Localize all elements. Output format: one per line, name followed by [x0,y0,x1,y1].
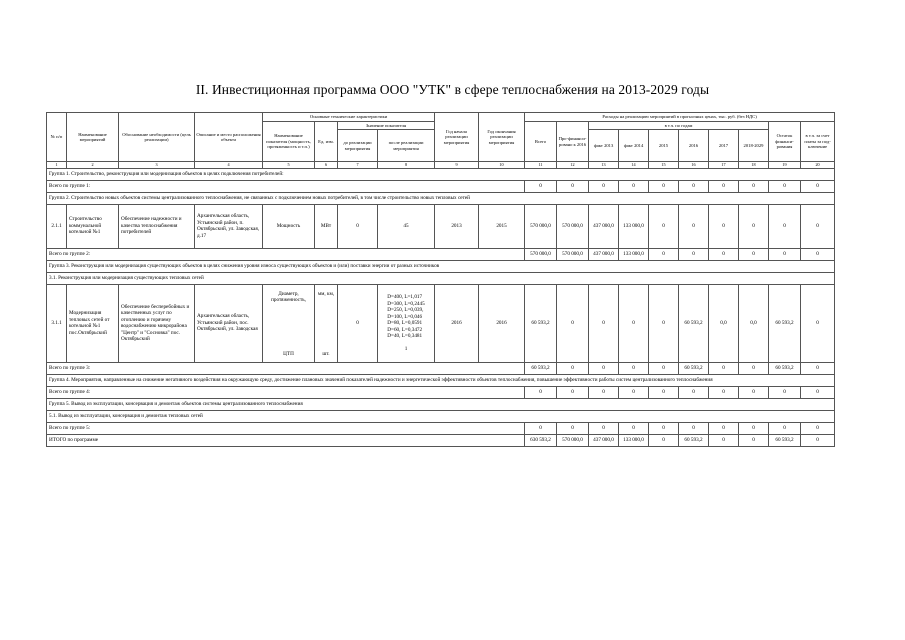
group-5-title: Группа 5. Вывод из эксплуатации, консервация и демонтаж объектов системы централизованного теплоснабжения [47,398,835,410]
group-total-label: Всего по группе 2: [47,248,525,260]
value-cell: 0 [557,284,589,362]
grand-total-row [47,434,835,446]
header-year-2015: 2015 [649,130,679,162]
value-cell: 0 [679,248,709,260]
header-year-2018-2029: 2018-2029 [739,130,769,162]
value-cell: 437 000,0 [589,248,619,260]
value-cell: 0 [649,422,679,434]
col-number: 8 [378,162,435,168]
after-value-line: D=100, L=0,046 [387,313,423,320]
after-value-line: D=250, L=0,039, [387,307,424,314]
row-unit-bottom: шт. [322,351,330,358]
group-2-item-row [47,204,835,248]
value-cell: 0 [739,362,769,374]
value-cell: 60 593,2 [679,434,709,446]
value-cell: 0 [769,422,801,434]
value-cell: 0 [649,434,679,446]
after-value-line: D=40, L=0,3481 [387,333,423,340]
header-year-2017: 2017 [709,130,739,162]
value-cell: 630 593,2 [525,434,557,446]
col-number: 6 [315,162,338,168]
value-cell: 0 [649,180,679,192]
row-unit-top: мм, км, [317,290,335,297]
header-name: Наименование мероприятий [67,113,119,162]
value-cell: 0 [679,204,709,248]
row-year-start: 2013 [435,204,479,248]
row-after: 45 [378,204,435,248]
investment-program-table [46,112,835,447]
col-number: 11 [525,162,557,168]
group-3-subtitle: 3.1. Реконструкция или модернизация существующих тепловых сетей [47,272,835,284]
row-number: 2.1.1 [47,204,67,248]
header-indicator-values: Значение показателя [338,121,435,130]
row-indicator: Мощность [263,204,315,248]
row-indicator-top: Диаметр, протяженность, [271,290,306,304]
col-number: 13 [589,162,619,168]
col-number: 15 [649,162,679,168]
value-cell: 0 [589,386,619,398]
value-cell: 0 [739,434,769,446]
group-1-total-row [47,180,835,192]
row-before: 0 [338,204,378,248]
col-number: 20 [801,162,835,168]
group-3-total-row [47,362,835,374]
value-cell: 0 [769,248,801,260]
col-number: 10 [479,162,525,168]
after-value-line: D=400, L=1,017 [387,294,423,301]
value-cell: 60 593,2 [769,284,801,362]
value-cell: 0 [619,284,649,362]
row-location: Архангельская область, Устьянский район, пос. Октябрьский, ул. Заводская [195,284,263,362]
value-cell: 0 [769,386,801,398]
group-1-title: Группа 1. Строительство, реконструкция или модернизация объектов в целях подключения потребителей: [47,168,835,180]
header-after: после реализации мероприятия [378,130,435,162]
header-justification: Обоснование необходимости (цель реализации) [119,113,195,162]
header-unit: Ед. изм. [315,121,338,162]
header-financed: Про-финанси-ровано к 2016 [557,121,589,162]
row-indicator-bottom: ЦТП [283,351,294,358]
value-cell: 0 [557,362,589,374]
value-cell: 0 [649,248,679,260]
col-number: 4 [195,162,263,168]
value-cell: 0 [801,204,835,248]
value-cell: 0,0 [709,284,739,362]
value-cell: 0 [769,204,801,248]
group-4-title: Группа 4. Мероприятия, направленные на снижение негативного воздействия на окружающую среду, достижение плановых значений показателей надежности и энергетической эффективности объектов теплоснабжения, повышение эффективности работы систем централизованного теплоснабжения [47,374,835,386]
header-year-end: Год окончания реализации мероприятия [479,113,525,162]
row-justification: Обеспечение бесперебойных и качественных услуг по отоплению и горячему водоснабжению микрорайона "Центр" и "Сосновка" пос. Октябрьский [119,284,195,362]
page-title: II. Инвестиционная программа ООО "УТК" в сфере теплоснабжения на 2013-2029 годы [195,82,710,97]
col-number: 9 [435,162,479,168]
value-cell: 0 [709,422,739,434]
after-value-line: D=60, L=0,3472 [387,326,423,333]
value-cell: 0 [525,386,557,398]
value-cell: 570 000,0 [525,204,557,248]
value-cell: 0 [649,362,679,374]
row-name: Модернизация тепловых сетей от котельной №1 пос.Октябрьский [67,284,119,362]
value-cell: 0 [649,386,679,398]
row-before: 0 [338,284,378,362]
value-cell: 0 [589,180,619,192]
row-year-end: 2015 [479,204,525,248]
row-year-start: 2016 [435,284,479,362]
group-2-title: Группа 2. Строительство новых объектов системы централизованного теплоснабжения, не связанных с подключением новых потребителей, в том числе строительство новых тепловых сетей [47,192,835,204]
header-fact2014: факт 2014 [619,130,649,162]
value-cell: 0 [557,386,589,398]
group-5-total-row [47,422,835,434]
header-by-years: в т.ч. по годам [589,121,769,130]
header-num: № п/п [47,113,67,162]
value-cell: 0 [709,434,739,446]
header-before: до реализации мероприятия [338,130,378,162]
after-value-line: D=300, L=0,2445 [387,300,425,307]
group-5-subtitle: 5.1. Вывод из эксплуатации, консервация и демонтаж тепловых сетей [47,410,835,422]
value-cell: 60 593,2 [769,434,801,446]
group-4-total-row [47,386,835,398]
row-number: 3.1.1 [47,284,67,362]
value-cell: 133 000,0 [619,248,649,260]
row-indicator [263,284,315,362]
header-indicator-name: Наименование показателя (мощность, протяженность и т.п.) [263,121,315,162]
value-cell: 0 [801,180,835,192]
group-2-total-row [47,248,835,260]
value-cell: 0 [801,422,835,434]
header-remaining: Остаток финанси-рования [769,121,801,162]
value-cell: 60 593,2 [679,284,709,362]
value-cell: 0 [557,180,589,192]
group-total-label: Всего по группе 3: [47,362,525,374]
header-year-2016: 2016 [679,130,709,162]
value-cell: 0 [739,386,769,398]
value-cell: 0 [739,204,769,248]
row-unit [315,284,338,362]
col-number: 3 [119,162,195,168]
group-total-label: Всего по группе 5: [47,422,525,434]
col-number: 14 [619,162,649,168]
row-year-end: 2016 [479,284,525,362]
value-cell: 0 [589,422,619,434]
header-location: Описание и место расположения объекта [195,113,263,162]
col-number: 19 [769,162,801,168]
group-total-label: Всего по группе 1: [47,180,525,192]
value-cell: 570 000,0 [557,204,589,248]
value-cell: 0 [801,284,835,362]
col-number: 7 [338,162,378,168]
header-tech-group: Основные технические характеристики [263,113,435,122]
group-3-title: Группа 3. Реконструкция или модернизация существующих объектов в целях снижения уровня износа существующих объектов и (или) поставки энергии от разных источников [47,260,835,272]
value-cell: 0 [589,362,619,374]
col-number: 12 [557,162,589,168]
value-cell: 0 [619,422,649,434]
value-cell: 0 [801,386,835,398]
group-total-label: Всего по группе 4: [47,386,525,398]
value-cell: 0 [739,422,769,434]
value-cell: 437 000,0 [589,204,619,248]
row-after [378,284,435,362]
value-cell: 60 593,2 [769,362,801,374]
value-cell: 0 [679,386,709,398]
grand-total-label: ИТОГО по программе [47,434,525,446]
value-cell: 60 593,2 [679,362,709,374]
col-number: 1 [47,162,67,168]
value-cell: 437 000,0 [589,434,619,446]
value-cell: 570 000,0 [525,248,557,260]
value-cell: 0 [679,422,709,434]
value-cell: 0,0 [739,284,769,362]
value-cell: 0 [649,284,679,362]
value-cell: 0 [801,434,835,446]
col-number: 18 [739,162,769,168]
value-cell: 0 [557,422,589,434]
value-cell: 0 [679,180,709,192]
row-unit: МВт [315,204,338,248]
row-after-values [387,294,424,352]
after-value-line: D=80, L=0,0591 [387,320,423,327]
col-number: 5 [263,162,315,168]
value-cell: 0 [709,180,739,192]
value-cell: 0 [709,248,739,260]
value-cell: 133 000,0 [619,434,649,446]
value-cell: 133 000,0 [619,204,649,248]
value-cell: 0 [739,248,769,260]
value-cell: 60 593,2 [525,362,557,374]
value-cell: 0 [619,362,649,374]
value-cell: 0 [619,180,649,192]
row-name: Строительство коммунальной котельной №1 [67,204,119,248]
value-cell: 60 593,2 [525,284,557,362]
header-fact2013: факт 2013 [589,130,619,162]
value-cell: 0 [769,180,801,192]
header-costs-group: Расходы на реализацию мероприятий в прогнозных ценах, тыс. руб. (без НДС) [525,113,835,122]
row-location: Архангельская область, Устьянский район, п. Октябрьский, ул. Заводская, д.17 [195,204,263,248]
value-cell: 570 000,0 [557,434,589,446]
value-cell: 0 [649,204,679,248]
value-cell: 0 [589,284,619,362]
header-borrowed: в т.ч. за счет платы за под-ключение [801,121,835,162]
value-cell: 0 [619,386,649,398]
col-number: 2 [67,162,119,168]
value-cell: 0 [801,248,835,260]
value-cell: 0 [709,362,739,374]
after-value-line: 1 [404,345,408,352]
value-cell: 0 [801,362,835,374]
header-total: Всего [525,121,557,162]
value-cell: 0 [739,180,769,192]
value-cell: 0 [525,422,557,434]
header-year-start: Год начала реализации мероприятия [435,113,479,162]
value-cell: 0 [709,386,739,398]
col-number: 16 [679,162,709,168]
value-cell: 570 000,0 [557,248,589,260]
group-3-item-row [47,284,835,362]
value-cell: 0 [709,204,739,248]
row-justification: Обеспечение надежности и качества теплоснабжения потребителей [119,204,195,248]
value-cell: 0 [525,180,557,192]
col-number: 17 [709,162,739,168]
